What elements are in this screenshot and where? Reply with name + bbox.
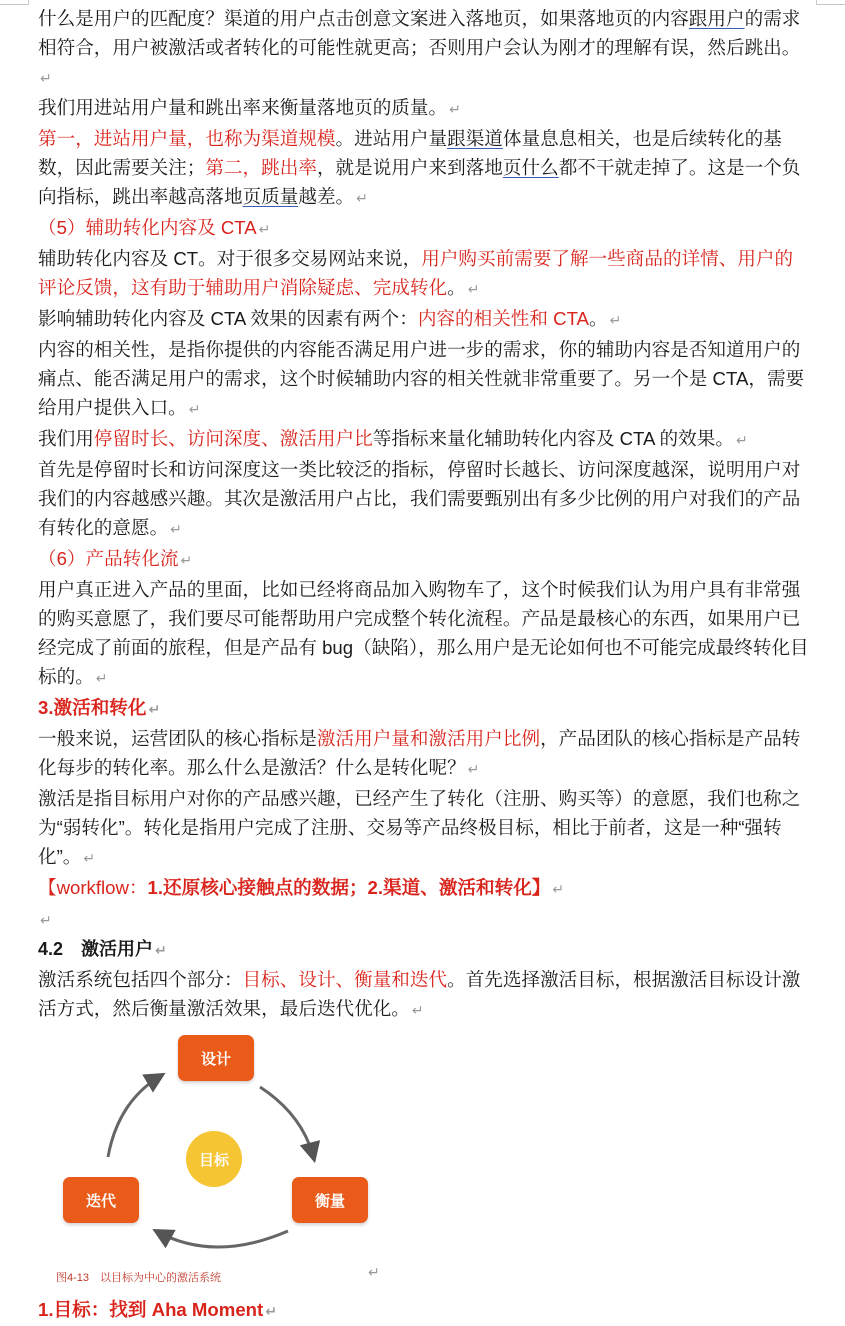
workflow-note: 【workflow：1.还原核心接触点的数据；2.渠道、激活和转化】 ↵ [38, 877, 565, 898]
node-iterate: 迭代 [63, 1177, 139, 1223]
paragraph-mark: ↵ [411, 1002, 424, 1018]
paragraph-mark: ↵ [40, 912, 52, 928]
paragraph-mark: ↵ [155, 942, 167, 958]
paragraph-mark: ↵ [188, 401, 201, 417]
arrow-iterate-to-design [108, 1075, 162, 1157]
paragraph-mark: ↵ [180, 552, 193, 568]
activation-cycle-diagram [38, 1035, 398, 1295]
paragraph-metrics: 第一，进站用户量，也称为渠道规模。进站用户量跟渠道体量息息相关，也是后续转化的基数，因此需要关注；第二，跳出率，就是说用户来到落地页什么都不干就走掉了。这是一个负向指标，跳出率越高落地页质量越差。 ↵ [38, 128, 801, 207]
paragraph-mark: ↵ [83, 850, 96, 866]
paragraph-core-metrics: 一般来说，运营团队的核心指标是激活用户量和激活用户比例，产品团队的核心指标是产品转化每步的转化率。那么什么是激活？什么是转化呢？ ↵ [38, 728, 801, 778]
paragraph-landing-quality: 我们用进站用户量和跳出率来衡量落地页的质量。 ↵ [38, 97, 461, 118]
page-corner-mark-left [0, 0, 29, 5]
grammar-underline: 跟渠道 [447, 128, 503, 149]
paragraph-mark: ↵ [552, 881, 565, 897]
paragraph-relevance: 内容的相关性，是指你提供的内容能否满足用户进一步的需求，你的辅助内容是否知道用户的痛点、能否满足用户的需求，这个时候辅助内容的相关性就非常重要了。另一个是 CTA，需要给用户提供入口。 ↵ [38, 339, 805, 418]
figure-caption: 图4-13 以目标为中心的激活系统 [56, 1272, 222, 1284]
heading-assist-conversion: （5）辅助转化内容及 CTA ↵ [38, 217, 271, 238]
highlight-text: 停留时长、访问深度、激活用户比 [93, 428, 373, 449]
node-design: 设计 [178, 1035, 254, 1081]
paragraph-activation-system: 激活系统包括四个部分：目标、设计、衡量和迭代。首先选择激活目标，根据激活目标设计激活方式，然后衡量激活效果，最后迭代优化。 ↵ [38, 969, 801, 1019]
section-heading-activate-users: 4.2 激活用户 ↵ [38, 939, 167, 959]
paragraph-mark: ↵ [467, 761, 480, 777]
highlight-text: 激活用户量和激活用户比例 [316, 728, 541, 749]
heading-product-flow: （6）产品转化流 ↵ [38, 548, 193, 569]
grammar-underline: 页质量 [242, 186, 299, 207]
arrow-design-to-measure [260, 1087, 314, 1159]
paragraph-mark: ↵ [170, 521, 182, 537]
paragraph-mark: ↵ [467, 281, 480, 297]
paragraph-mark: ↵ [368, 1264, 380, 1280]
grammar-underline: 页什么 [502, 157, 559, 178]
paragraph-mark: ↵ [148, 701, 161, 717]
paragraph-mark: ↵ [265, 1303, 277, 1319]
empty-paragraph [38, 904, 810, 935]
paragraph-dwell-time: 首先是停留时长和访问深度这一类比较泛的指标，停留时长越长、访问深度越深，说明用户对我们的内容越感兴趣。其次是激活用户占比，我们需要甄别出有多少比例的用户对我们的产品有转化的意愿。 ↵ [38, 459, 801, 538]
paragraph-mark: ↵ [356, 190, 368, 206]
paragraph-quantify: 我们用停留时长、访问深度、激活用户比等指标来量化辅助转化内容及 CTA 的效果。 ↵ [38, 428, 748, 449]
node-measure: 衡量 [292, 1177, 368, 1223]
heading-goal-aha-moment: 1.目标：找到 Aha Moment ↵ [38, 1299, 277, 1320]
paragraph-factors: 影响辅助转化内容及 CTA 效果的因素有两个：内容的相关性和 CTA。 ↵ [38, 308, 622, 329]
heading-activation-conversion: 3.激活和转化 ↵ [38, 697, 161, 718]
node-goal: 目标 [186, 1131, 242, 1187]
paragraph-mark: ↵ [95, 670, 108, 686]
highlight-text: 用户购买前需要了解一些商品的详情、用户的评论反馈，这有助于辅助用户消除疑虑、完成转化 [38, 248, 794, 298]
highlight-text: 第二，跳出率 [205, 157, 317, 178]
paragraph-mark: ↵ [40, 70, 52, 86]
grammar-underline: 跟用户 [688, 8, 745, 29]
paragraph-match-degree: 什么是用户的匹配度？渠道的用户点击创意文案进入落地页，如果落地页的内容跟用户的需求相符合，用户被激活或者转化的可能性就更高；否则用户会认为刚才的理解有误，然后跳出。↵ [38, 8, 801, 86]
paragraph-mark: ↵ [258, 221, 271, 237]
highlight-text: 第一，进站用户量，也称为渠道规模 [38, 128, 336, 149]
paragraph-product-flow: 用户真正进入产品的里面，比如已经将商品加入购物车了，这个时候我们认为用户具有非常强的购买意愿了，我们要尽可能帮助用户完成整个转化流程。产品是最核心的东西，如果用户已经完成了前面的旅程，但是产品有 bug（缺陷），那么用户是无论如何也不可能完成最终转化目标的。 ↵ [38, 579, 809, 687]
paragraph-mark: ↵ [449, 101, 461, 117]
page-corner-mark-right [816, 0, 845, 5]
arrow-measure-to-iterate [156, 1231, 288, 1247]
paragraph-assist-intro: 辅助转化内容及 CT。对于很多交易网站来说，用户购买前需要了解一些商品的详情、用户的评论反馈，这有助于辅助用户消除疑虑、完成转化。 ↵ [38, 248, 794, 298]
paragraph-mark: ↵ [609, 312, 622, 328]
highlight-text: 目标、设计、衡量和迭代 [242, 969, 448, 990]
paragraph-activation-definition: 激活是指目标用户对你的产品感兴趣，已经产生了转化（注册、购买等）的意愿，我们也称之为“弱转化”。转化是指用户完成了注册、交易等产品终极目标，相比于前者，这是一种“强转化”。 ↵ [38, 788, 801, 867]
paragraph-mark: ↵ [735, 432, 748, 448]
highlight-text: 内容的相关性和 CTA [417, 308, 589, 329]
document-page [38, 4, 810, 1326]
